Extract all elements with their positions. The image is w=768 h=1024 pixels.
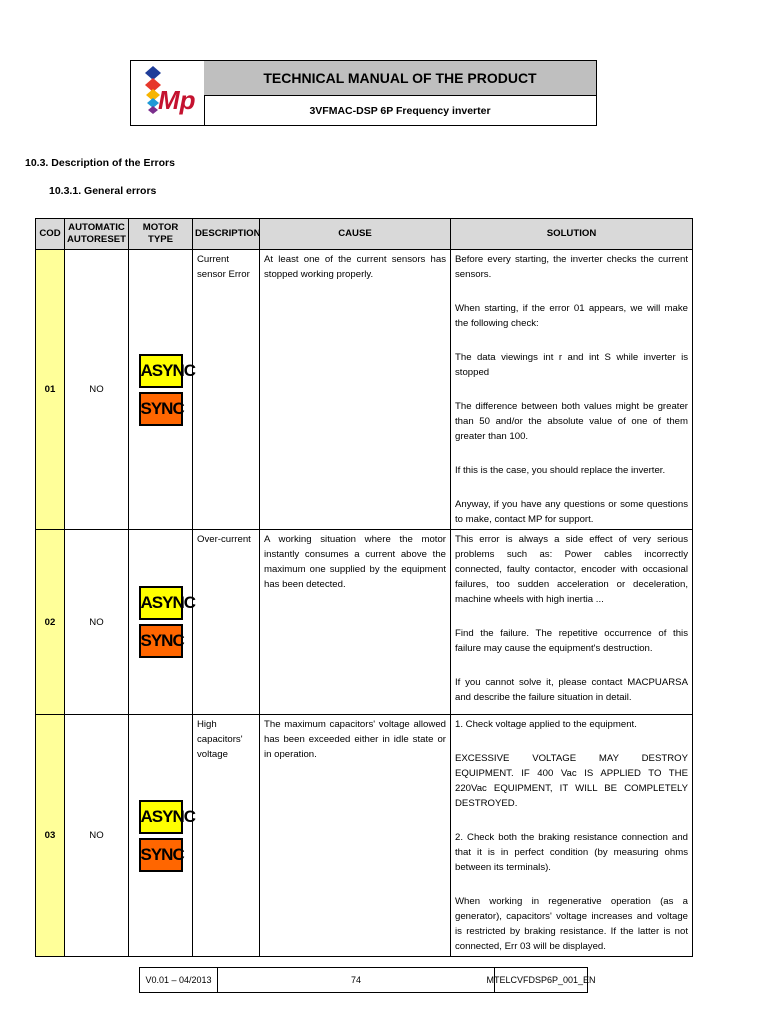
error-solution — [451, 530, 693, 715]
autoreset-value: NO — [65, 715, 129, 957]
solution-paragraph: EXCESSIVE VOLTAGE MAY DESTROY EQUIPMENT. IF 400 Vac IS APPLIED TO THE 220Vac EQUIPMENT, IT WILL BE COMPLETELY DESTROYED. — [455, 753, 688, 809]
async-badge: ASYNC — [139, 800, 183, 834]
header-cod: COD — [36, 219, 65, 250]
document-title: TECHNICAL MANUAL OF THE PRODUCT — [204, 61, 596, 96]
solution-paragraph: The difference between both values might be greater than 50 and/or the absolute value of one of them greater than 100. — [455, 401, 688, 442]
error-cause: The maximum capacitors' voltage allowed has been exceeded either in idle state or in operation. — [260, 715, 451, 957]
header-autoreset: AUTOMATIC AUTORESET — [65, 219, 129, 250]
header-motor-type: MOTOR TYPE — [129, 219, 193, 250]
error-description: Current sensor Error — [193, 250, 260, 530]
solution-paragraph: The data viewings int r and int S while inverter is stopped — [455, 352, 688, 378]
error-solution — [451, 250, 693, 530]
sync-badge: SYNC — [139, 624, 183, 658]
section-heading: 10.3. Description of the Errors — [25, 157, 175, 169]
table-header-row — [36, 219, 693, 250]
error-cause: At least one of the current sensors has stopped working properly. — [260, 250, 451, 530]
solution-paragraph: When starting, if the error 01 appears, we will make the following check: — [455, 303, 688, 329]
table-row — [36, 715, 693, 957]
company-logo — [131, 61, 205, 125]
solution-paragraph: If this is the case, you should replace the inverter. — [455, 465, 666, 476]
error-solution — [451, 715, 693, 957]
autoreset-value: NO — [65, 250, 129, 530]
error-code: 02 — [36, 530, 65, 715]
sync-badge: SYNC — [139, 392, 183, 426]
table-row — [36, 530, 693, 715]
document-header — [130, 60, 597, 126]
subsection-heading: 10.3.1. General errors — [49, 185, 157, 197]
header-solution: SOLUTION — [451, 219, 693, 250]
solution-paragraph: 2. Check both the braking resistance connection and that it is in perfect condition (by measuring ohms between its terminals). — [455, 832, 688, 873]
error-code: 03 — [36, 715, 65, 957]
error-code: 01 — [36, 250, 65, 530]
errors-table — [35, 218, 693, 957]
solution-paragraph: 1. Check voltage applied to the equipment. — [455, 719, 637, 730]
autoreset-value: NO — [65, 530, 129, 715]
solution-paragraph: This error is always a side effect of very serious problems such as: Power cables incorrectly connected, faulty contactor, encoder with occasional failures, too sudden acceleration or deceleration, machine wheels with high inertia ... — [455, 534, 688, 605]
motor-type-cell — [129, 530, 196, 715]
solution-paragraph: If you cannot solve it, please contact MACPUARSA and describe the failure situation in detail. — [455, 677, 688, 703]
mp-logo-icon — [131, 61, 204, 125]
document-subtitle: 3VFMAC-DSP 6P Frequency inverter — [309, 104, 491, 117]
header-description: DESCRIPTION — [193, 219, 260, 250]
header-cause: CAUSE — [260, 219, 451, 250]
table-row — [36, 250, 693, 530]
async-badge: ASYNC — [139, 586, 183, 620]
document-footer — [139, 967, 596, 993]
footer-version: V0.01 – 04/2013 — [140, 968, 218, 992]
solution-paragraph: Anyway, if you have any questions or some questions to make, contact MP for support. — [455, 499, 688, 525]
solution-paragraph: Find the failure. The repetitive occurrence of this failure may cause the equipment's destruction. — [455, 628, 688, 654]
error-description: High capacitors' voltage — [193, 715, 260, 957]
motor-type-cell — [129, 250, 196, 530]
sync-badge: SYNC — [139, 838, 183, 872]
error-cause: A working situation where the motor instantly consumes a current above the maximum one supplied by the equipment has been detected. — [260, 530, 451, 715]
footer-page-number: 74 — [218, 968, 495, 992]
error-description: Over-current — [193, 530, 260, 715]
async-badge: ASYNC — [139, 354, 183, 388]
svg-text:Mp: Mp — [158, 85, 196, 115]
solution-paragraph: When working in regenerative operation (as a generator), capacitors' voltage increases and voltage is restricted by braking resistance. If the latter is not connected, Err 03 will be displayed. — [455, 896, 688, 952]
footer-doc-code: MTELCVFDSP6P_001_EN — [486, 975, 596, 985]
solution-paragraph: Before every starting, the inverter checks the current sensors. — [455, 254, 688, 280]
motor-type-cell — [129, 715, 196, 957]
